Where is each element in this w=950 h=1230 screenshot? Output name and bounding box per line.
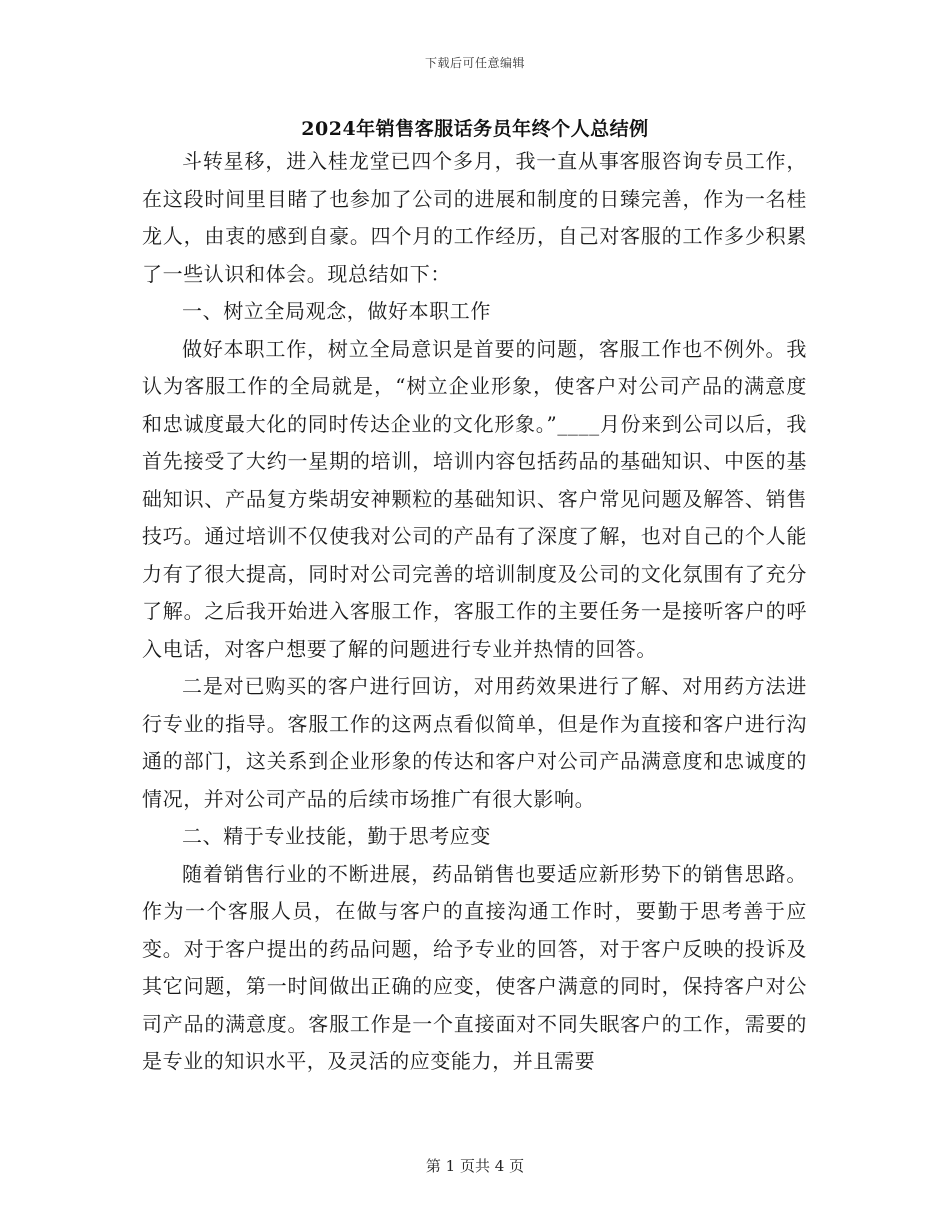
document-body	[142, 143, 807, 1081]
page-number-footer: 第 1 页共 4 页	[425, 1157, 525, 1175]
document-title: 2024年销售客服话务员年终个人总结例	[301, 118, 649, 140]
paragraph-section-1: 做好本职工作，树立全局意识是首要的问题，客服工作也不例外。我认为客服工作的全局就是，“树立企业形象，使客户对公司产品的满意度和忠诚度最大化的同时传达企业的文化形象。”____月份来到公司以后，我首先接受了大约一星期的培训，培训内容包括药品的基础知识、中医的基础知识、产品复方柴胡安神颗粒的基础知识、客户常见问题及解答、销售技巧。通过培训不仅使我对公司的产品有了深度了解，也对自己的个人能力有了很大提高，同时对公司完善的培训制度及公司的文化氛围有了充分了解。之后我开始进入客服工作，客服工作的主要任务一是接听客户的呼入电话，对客户想要了解的问题进行专业并热情的回答。	[142, 336, 807, 661]
section-heading-2: 二、精于专业技能，勤于思考应变	[182, 824, 491, 848]
paragraph-intro: 斗转星移，进入桂龙堂已四个多月，我一直从事客服咨询专员工作，在这段时间里目睹了也参加了公司的进展和制度的日臻完善，作为一名桂龙人，由衷的感到自豪。四个月的工作经历，自己对客服的工作多少积累了一些认识和体会。现总结如下：	[142, 149, 807, 286]
paragraph-section-1-cont: 二是对已购买的客户进行回访，对用药效果进行了解、对用药方法进行专业的指导。客服工作的这两点看似简单，但是作为直接和客户进行沟通的部门，这关系到企业形象的传达和客户对公司产品满意度和忠诚度的情况，并对公司产品的后续市场推广有很大影响。	[142, 674, 807, 811]
section-heading-1: 一、树立全局观念，做好本职工作	[182, 299, 491, 323]
paragraph-section-2: 随着销售行业的不断进展，药品销售也要适应新形势下的销售思路。作为一个客服人员，在做与客户的直接沟通工作时，要勤于思考善于应变。对于客户提出的药品问题，给予专业的回答，对于客户反映的投诉及其它问题，第一时间做出正确的应变，使客户满意的同时，保持客户对公司产品的满意度。客服工作是一个直接面对不同失眠客户的工作，需要的是专业的知识水平，及灵活的应变能力，并且需要	[142, 861, 807, 1073]
header-note: 下载后可任意编辑	[424, 56, 525, 70]
